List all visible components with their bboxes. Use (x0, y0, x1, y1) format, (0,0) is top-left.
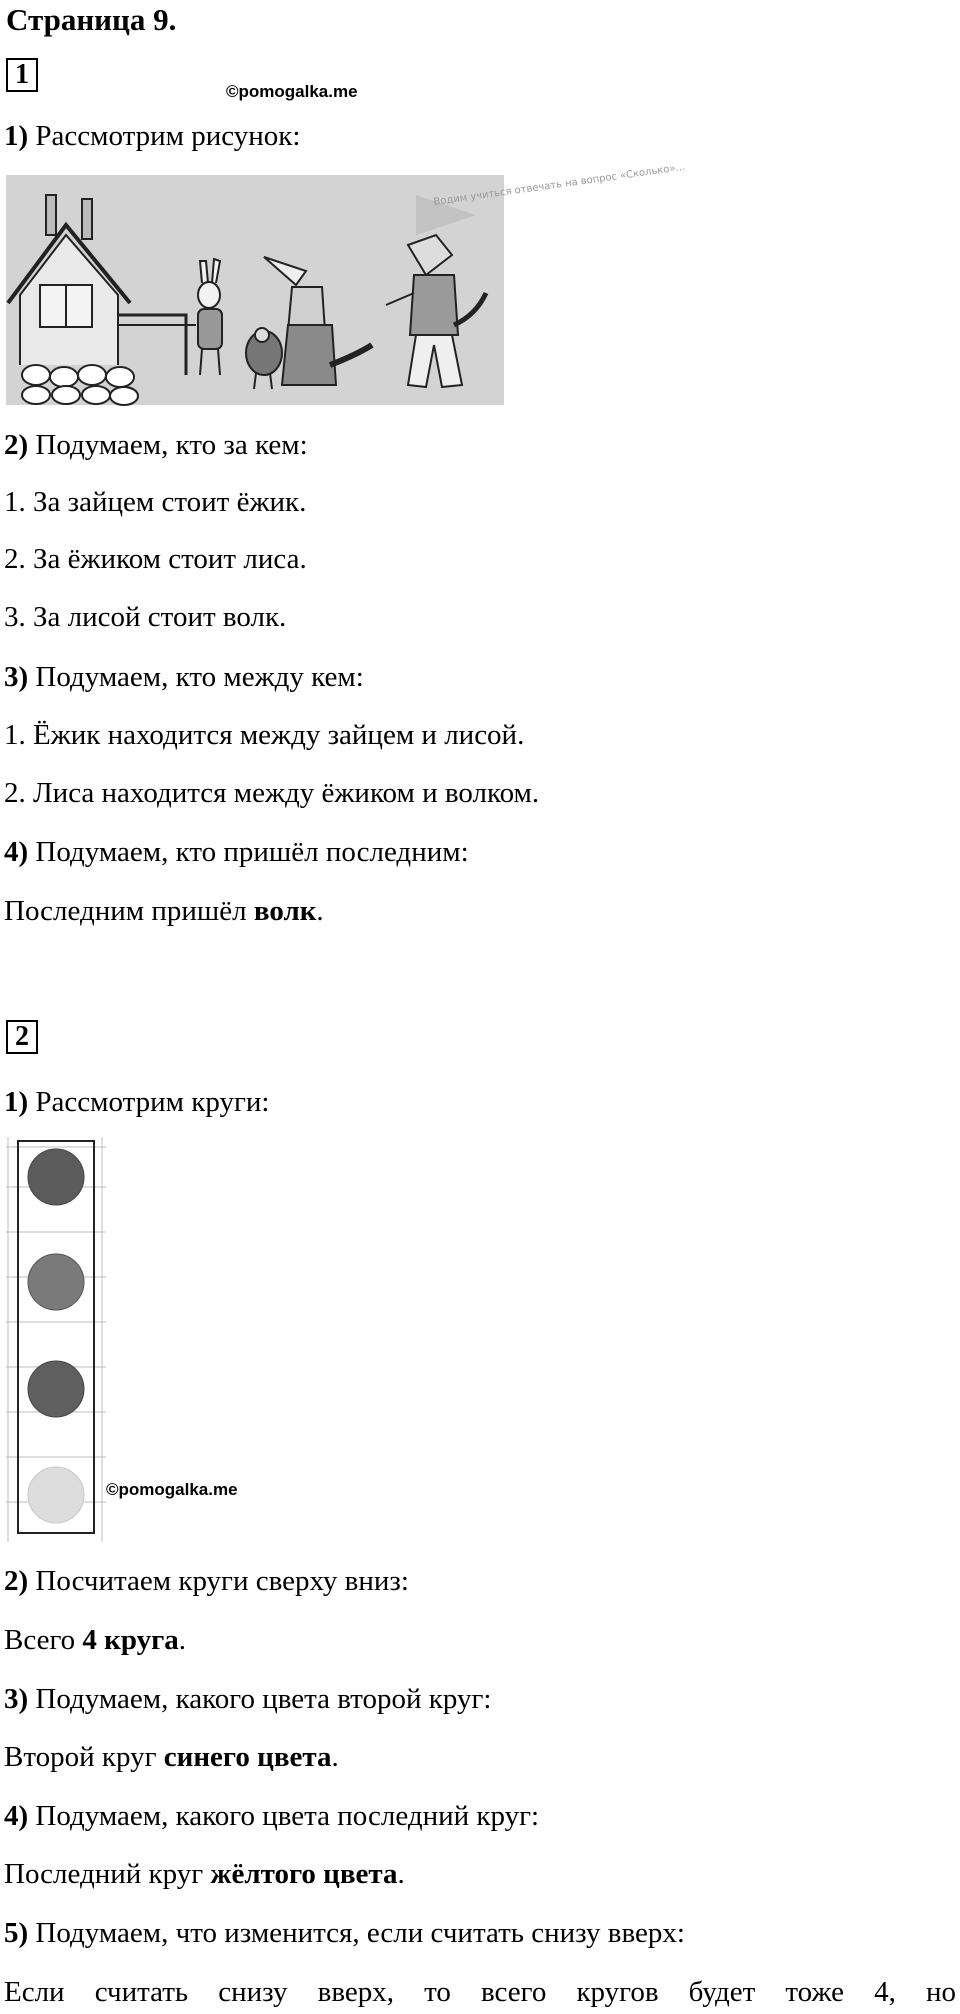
step-text: Рассмотрим круги: (28, 1086, 270, 1118)
list-item: 1. Ёжик находится между зайцем и лисой. (4, 719, 525, 751)
list-item: 2. Лиса находится между ёжиком и волком. (4, 777, 540, 809)
task-number-2: 2 (6, 1020, 38, 1054)
banner-text: Водим учиться отвечать на вопрос «Сколько»… (432, 161, 687, 208)
step-number: 3) (4, 661, 29, 693)
answer-line (4, 1739, 339, 1775)
answer-punct: . (316, 895, 324, 927)
circle-1 (28, 1149, 84, 1205)
step-2-2 (4, 1563, 409, 1599)
answer-bold: волк (253, 895, 317, 927)
step-1-4 (4, 834, 469, 870)
circle-3 (28, 1361, 84, 1417)
step-1-3 (4, 659, 364, 695)
answer-bold: синего цвета (163, 1741, 332, 1773)
answer-line (4, 893, 324, 929)
answer-punct: . (178, 1624, 186, 1656)
answer-punct: . (331, 1741, 339, 1773)
step-1-1 (4, 118, 300, 154)
step-2-4 (4, 1798, 539, 1834)
step-text: Подумаем, какого цвета последний круг: (28, 1800, 540, 1832)
answer-text: Последним пришёл (4, 895, 254, 927)
step-number: 2) (4, 1565, 29, 1597)
circle-4 (28, 1467, 84, 1523)
answer-bold: 4 круга (82, 1624, 179, 1656)
step-2-3 (4, 1681, 491, 1717)
answer-line (4, 1622, 186, 1658)
step-2-1 (4, 1084, 269, 1120)
step-number: 1) (4, 1086, 29, 1118)
step-1-2 (4, 427, 308, 463)
step-number: 5) (4, 1917, 29, 1949)
step-text: Подумаем, что изменится, если считать снизу вверх: (28, 1917, 685, 1949)
step-text: Подумаем, какого цвета второй круг: (28, 1683, 492, 1715)
circle-2 (28, 1254, 84, 1310)
step-text: Подумаем, кто пришёл последним: (28, 836, 469, 868)
watermark: ©pomogalka.me (226, 82, 358, 101)
answer-text: Последний круг (4, 1858, 211, 1890)
step-text: Рассмотрим рисунок: (28, 120, 301, 152)
answer-text: Всего (4, 1624, 83, 1656)
list-item: 3. За лисой стоит волк. (4, 601, 287, 633)
step-2-5 (4, 1915, 685, 1951)
task-number-1: 1 (6, 58, 38, 92)
answer-line-continued: Если считать снизу вверх, то всего кругов будет тоже 4, но (4, 1976, 956, 2008)
answer-punct: . (397, 1858, 405, 1890)
list-item: 1. За зайцем стоит ёжик. (4, 486, 307, 518)
answer-text: Второй круг (4, 1741, 164, 1773)
step-number: 1) (4, 120, 29, 152)
step-text: Подумаем, кто между кем: (28, 661, 364, 693)
step-text: Посчитаем круги сверху вниз: (28, 1565, 409, 1597)
watermark: ©pomogalka.me (106, 1480, 238, 1499)
answer-bold: жёлтого цвета (210, 1858, 398, 1890)
step-number: 4) (4, 1800, 29, 1832)
step-number: 4) (4, 836, 29, 868)
list-item: 2. За ёжиком стоит лиса. (4, 543, 307, 575)
answer-line (4, 1856, 405, 1892)
step-number: 2) (4, 429, 29, 461)
step-text: Подумаем, кто за кем: (28, 429, 308, 461)
page-title: Страница 9. (6, 2, 177, 37)
circles-strip (6, 1137, 106, 1542)
step-number: 3) (4, 1683, 29, 1715)
fairy-tale-illustration (6, 161, 687, 405)
